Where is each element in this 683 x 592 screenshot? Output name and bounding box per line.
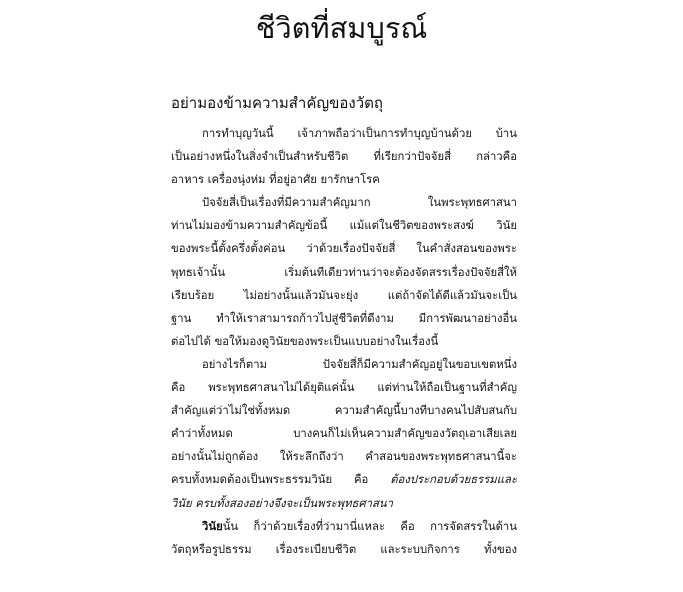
text-line: พุทธเจ้านั้น เริ่มต้นทีเดียวท่านว่าจะต้องจัดสรรเรื่องปัจจัยสี่ให้ xyxy=(171,265,517,279)
text-line: ปัจจัยสี่เป็นเรื่องที่มีความสำคัญมาก ในพระพุทธศาสนา xyxy=(202,196,517,210)
text-line: อย่างนั้นไม่ถูกต้อง ให้ระลึกถึงว่า คำสอนของพระพุทธศาสนานี้จะ xyxy=(171,450,517,464)
text-line-mixed xyxy=(171,468,517,491)
text-line: ท่านไม่มองข้ามความสำคัญข้อนี้ แม้แต่ในชีวิตของพระสงฆ์ วินัย xyxy=(171,219,517,233)
text-line: อาหาร เครื่องนุ่งห่ม ที่อยู่อาศัย ยารักษาโรค xyxy=(171,173,380,187)
text-line: อย่างไรก็ตาม ปัจจัยสี่ก็มีความสำคัญอยู่ในขอบเขตหนึ่ง xyxy=(202,357,517,371)
text-line-mixed xyxy=(171,515,517,538)
text-line: ของพระนี้ตั้งครึ่งตั้งค่อน ว่าด้วยเรื่องปัจจัยสี่ ในคำสั่งสอนของพระ xyxy=(171,242,517,256)
document-title: ชีวิตที่สมบูรณ์ xyxy=(255,11,428,45)
bold-term: วินัย xyxy=(202,519,223,533)
text-line: เป็นอย่างหนึ่งในสิ่งจำเป็นสำหรับชีวิต ที่เรียกว่าปัจจัยสี่ กล่าวคือ xyxy=(171,150,517,164)
text-line: ฐาน ทำให้เราสามารถก้าวไปสู่ชีวิตที่ดีงาม มีการพัฒนาอย่างอื่น xyxy=(171,311,517,325)
text-line: เรียบร้อย ไม่อย่างนั้นแล้วมันจะยุ่ง แต่ถ้าจัดได้ดีแล้วมันจะเป็น xyxy=(171,288,517,302)
text-segment: ครบทั้งหมดต้องเป็นพระธรรมวินัย คือ xyxy=(171,473,369,487)
italic-text-line: วินัย ครบทั้งสองอย่างจึงจะเป็นพระพุทธศาสนา xyxy=(171,496,393,510)
body-text xyxy=(171,122,517,561)
section-heading: อย่ามองข้ามความสำคัญของวัตถุ xyxy=(171,94,383,112)
text-line: การทำบุญวันนี้ เจ้าภาพถือว่าเป็นการทำบุญบ้านด้วย บ้าน xyxy=(202,127,517,140)
text-line: สำคัญแต่ว่าไม่ใช่ทั้งหมด ความสำคัญนี้บางทีบางคนไปสับสนกับ xyxy=(171,404,517,418)
text-segment: นั้น ก็ว่าด้วยเรื่องที่ว่ามานี่แหละ คือ การจัดสรรในด้าน xyxy=(222,519,517,533)
text-line: ต่อไปได้ ขอให้มองดูวินัยของพระเป็นแบบอย่างในเรื่องนี้ xyxy=(171,334,439,348)
italic-text-segment: ต้องประกอบด้วยธรรมและ xyxy=(390,473,517,487)
text-line: คือ พระพุทธศาสนาไม่ได้ยุติแค่นั้น แต่ท่านให้ถือเป็นฐานที่สำคัญ xyxy=(171,381,517,395)
text-line: คำว่าทั้งหมด บางคนก็ไม่เห็นความสำคัญของวัตถุเอาเสียเลย xyxy=(171,427,517,441)
text-line: วัตถุหรือรูปธรรม เรื่องระเบียบชีวิต และระบบกิจการ ทั้งของ xyxy=(171,542,517,556)
